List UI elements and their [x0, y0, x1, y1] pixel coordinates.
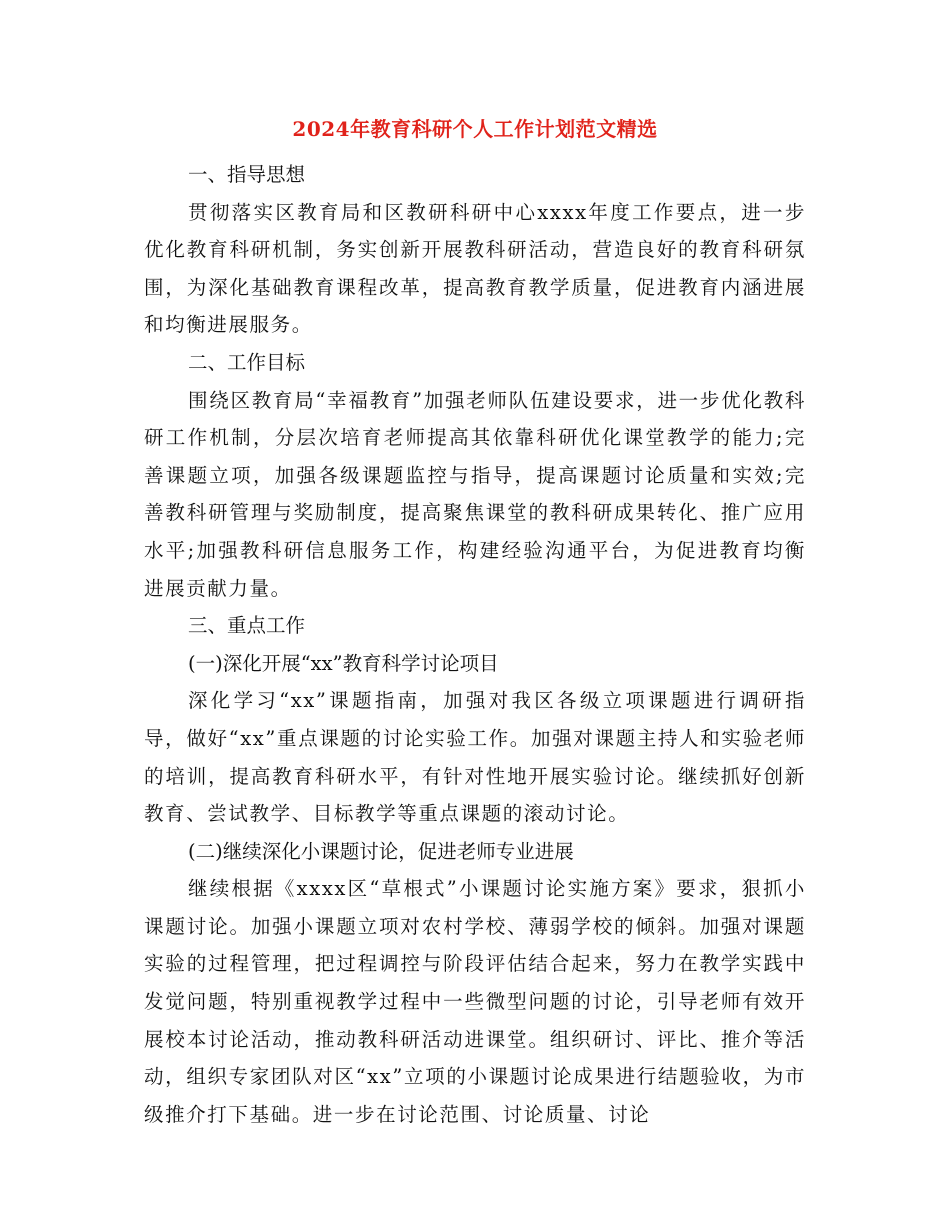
section-heading-work-goals: 二、工作目标	[188, 350, 306, 374]
subsection-heading-2: (二)继续深化小课题讨论，促进老师专业进展	[188, 839, 574, 863]
document-body	[144, 156, 806, 1133]
paragraph-subsection-2: 继续根据《xxxx区“草根式”小课题讨论实施方案》要求，狠抓小课题讨论。加强小课题立项对农村学校、薄弱学校的倾斜。加强对课题实验的过程管理，把过程调控与阶段评估结合起来，努力在教学实践中发觉问题，特别重视教学过程中一些微型问题的讨论，引导老师有效开展校本讨论活动，推动教科研活动进课堂。组织研讨、评比、推介等活动，组织专家团队对区“xx”立项的小课题讨论成果进行结题验收，为市级推介打下基础。进一步在讨论范围、讨论质量、讨论	[144, 877, 806, 1126]
section-heading-key-work: 三、重点工作	[188, 614, 306, 638]
document-title: 2024年教育科研个人工作计划范文精选	[292, 117, 658, 141]
paragraph-guiding-ideology: 贯彻落实区教育局和区教研科研中心xxxx年度工作要点，进一步优化教育科研机制，务实创新开展教科研活动，营造良好的教育科研氛围，为深化基础教育课程改革，提高教育教学质量，促进教育内涵进展和均衡进展服务。	[144, 200, 806, 337]
section-heading-guiding-ideology: 一、指导思想	[188, 163, 306, 186]
paragraph-subsection-1: 深化学习“xx”课题指南，加强对我区各级立项课题进行调研指导，做好“xx”重点课题的讨论实验工作。加强对课题主持人和实验老师的培训，提高教育科研水平，有针对性地开展实验讨论。继续抓好创新教育、尝试教学、目标教学等重点课题的滚动讨论。	[144, 689, 806, 826]
subsection-heading-1: (一)深化开展“xx”教育科学讨论项目	[188, 651, 499, 675]
paragraph-work-goals: 围绕区教育局“幸福教育”加强老师队伍建设要求，进一步优化教科研工作机制，分层次培育老师提高其依靠科研优化课堂教学的能力;完善课题立项，加强各级课题监控与指导，提高课题讨论质量和实效;完善教科研管理与奖励制度，提高聚焦课堂的教科研成果转化、推广应用水平;加强教科研信息服务工作，构建经验沟通平台，为促进教育均衡进展贡献力量。	[144, 388, 806, 600]
